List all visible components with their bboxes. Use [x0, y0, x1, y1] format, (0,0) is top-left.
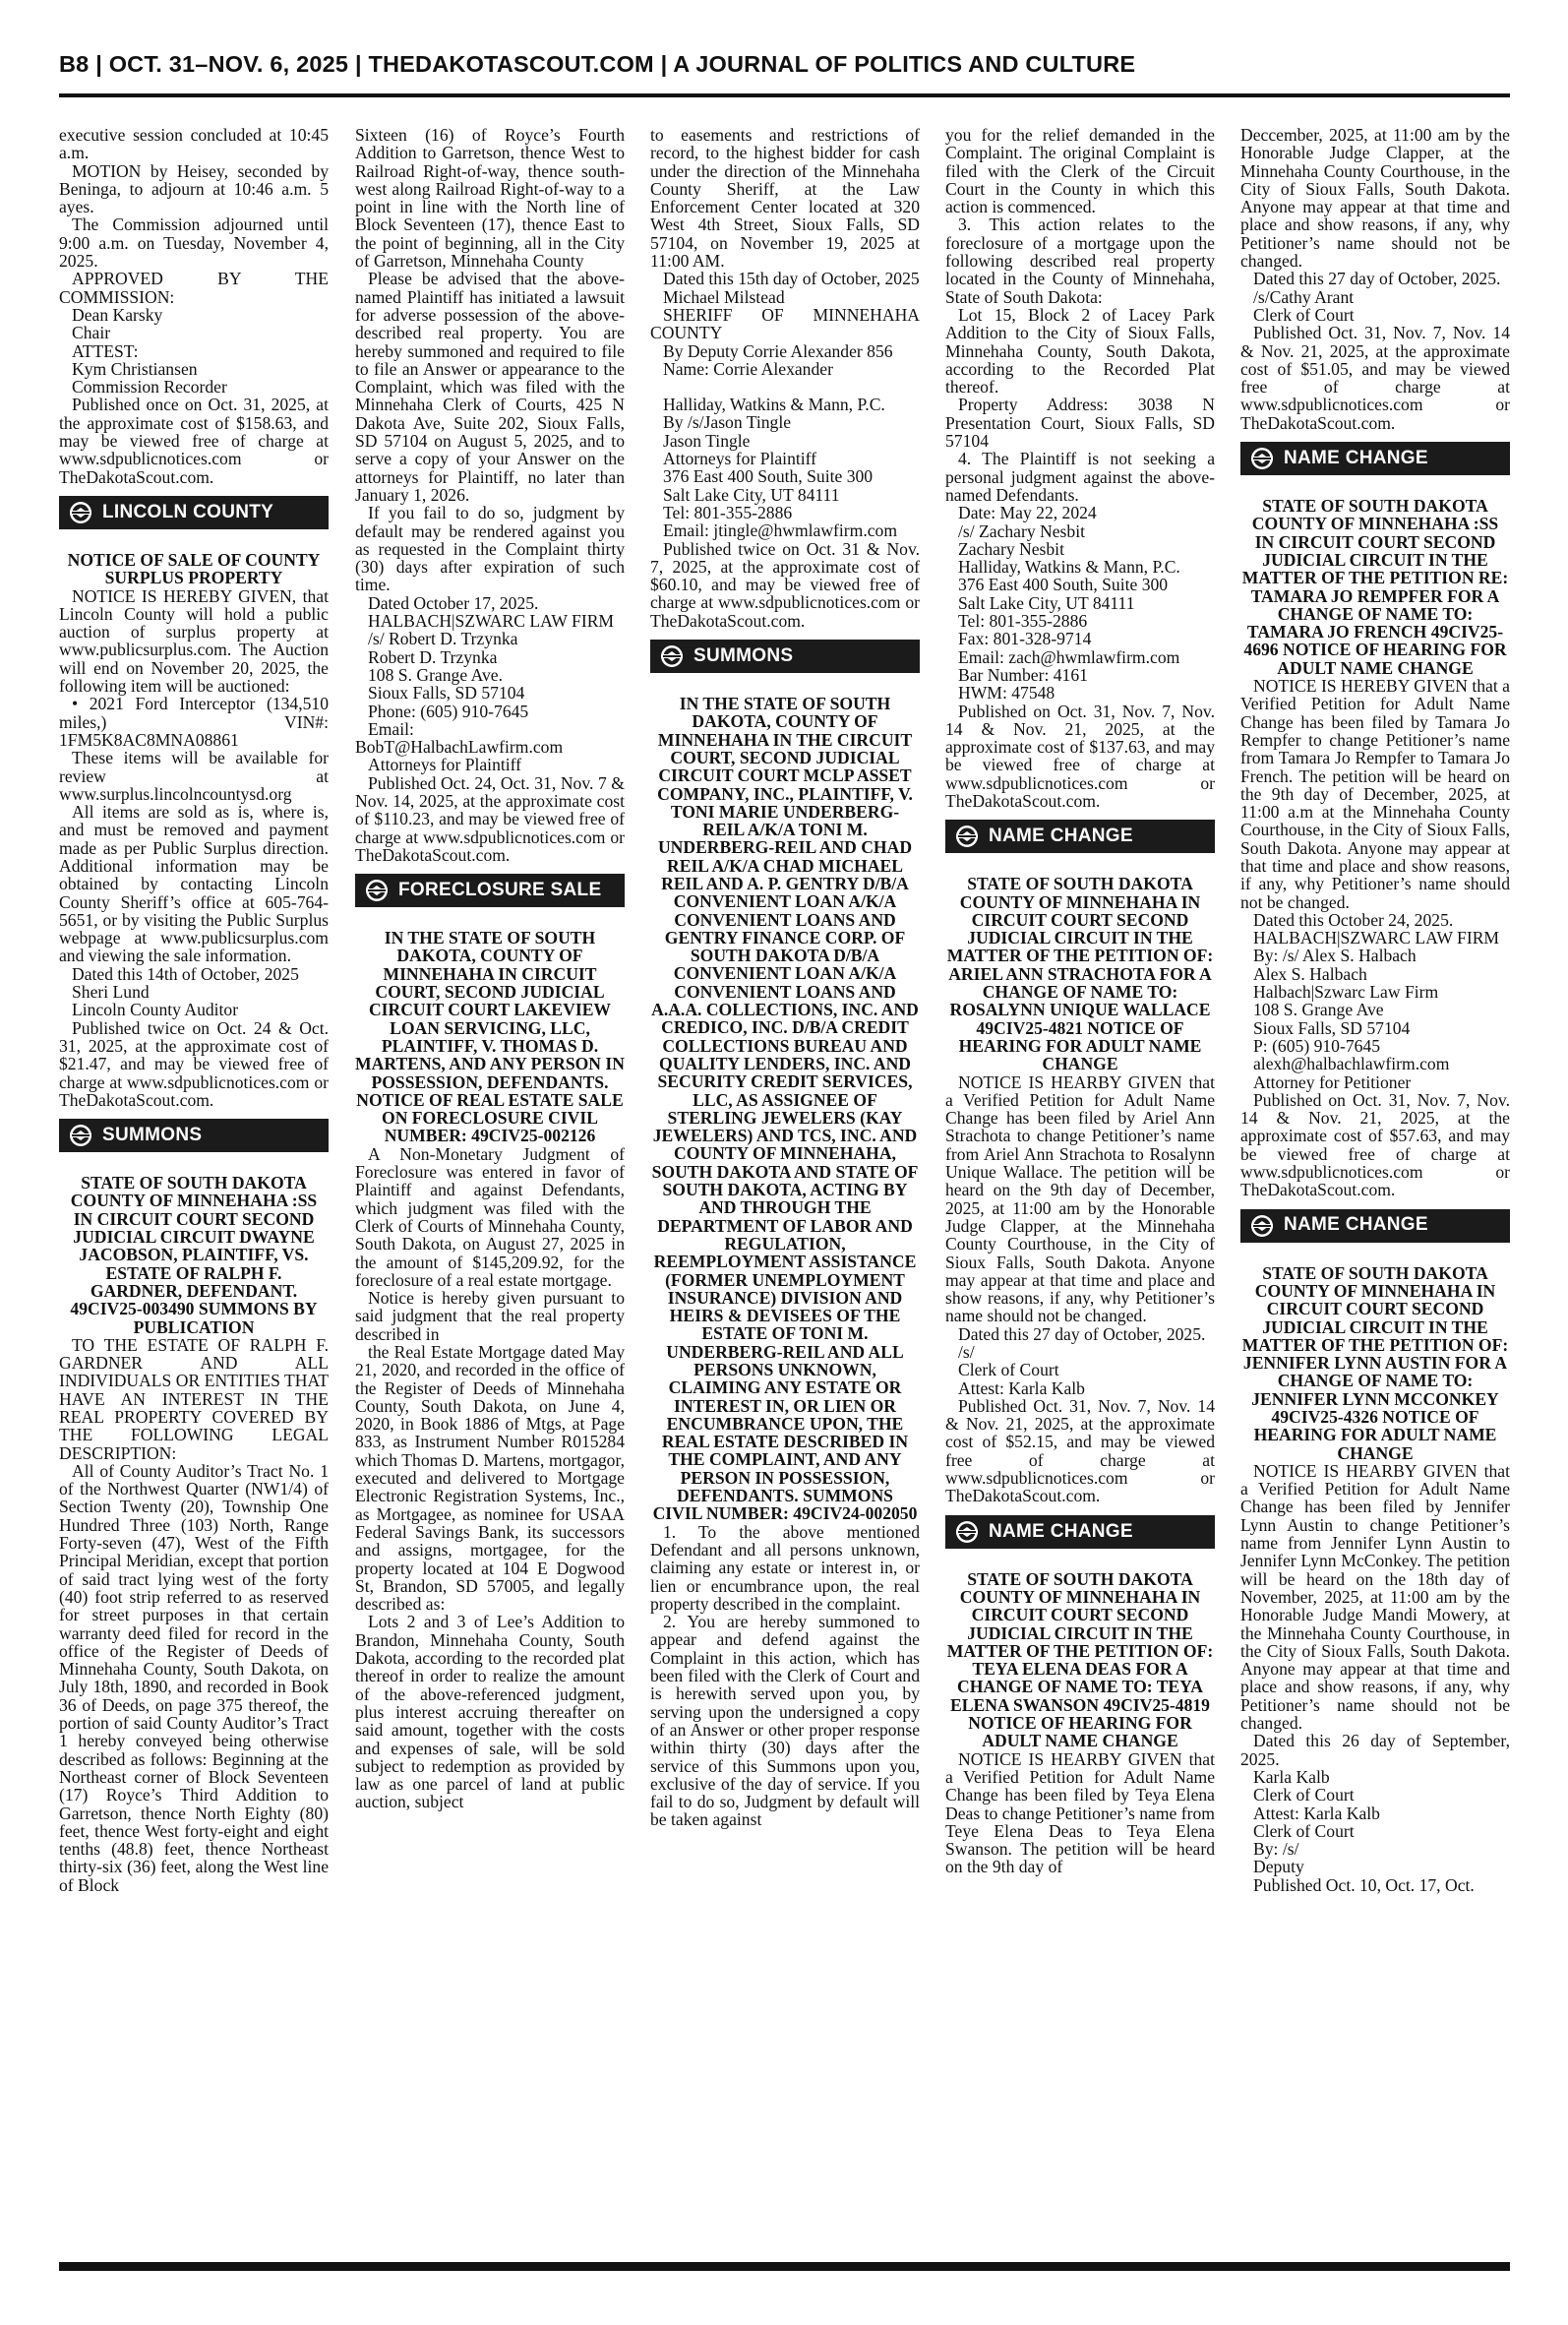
spacer	[650, 378, 920, 396]
section-header	[1240, 442, 1510, 475]
page-number: B8	[59, 51, 90, 77]
notice-paragraph: /s/ Robert D. Trzynka	[368, 629, 518, 649]
notice-paragraph: Salt Lake City, UT 84111	[663, 484, 840, 505]
notice-paragraph: Sioux Falls, SD 57104	[368, 683, 525, 704]
notice-paragraph: MOTION by Heisey, seconded by Beninga, to adjourn at 10:46 a.m. 5 ayes.	[59, 160, 329, 217]
notice-paragraph: Published twice on Oct. 24 & Oct. 31, 2025, at the approximate cost of $21.47, and may be viewed free of charge at www.sdpublicnotices.com or TheDakotaScout.com.	[59, 1017, 329, 1110]
notice-paragraph: Michael Milstead	[663, 286, 785, 307]
notice-paragraph: Tel: 801-355-2886	[958, 611, 1088, 632]
notice-caption: IN THE STATE OF SOUTH DAKOTA, COUNTY OF MINNEHAHA IN CIRCUIT COURT, SECOND JUDICIAL CIRCUIT COURT LAKEVIEW LOAN SERVICING, LLC, PLAINTIFF, V. THOMAS D. MARTENS, AND ANY PERSON IN POSSESSION, DEFENDANTS. NOTICE OF REAL ESTATE SALE ON FORECLOSURE CIVIL NUMBER: 49CIV25-002126	[355, 928, 625, 1146]
notice-paragraph: Deputy	[1253, 1857, 1304, 1877]
notice-paragraph: Sixteen (16) of Royce’s Fourth Addition to Garretson, thence West to Railroad Right-of-way, thence south-west along Railroad Right-of-way to a point in line with the North line of Block Seventeen (17), thence East to the point of beginning, all in the City of Garretson, Minnehaha County	[355, 126, 625, 272]
site-name: THEDAKOTASCOUT.COM	[368, 51, 654, 77]
notice-paragraph: Kym Christiansen	[72, 358, 198, 379]
notice-paragraph: HWM: 47548	[958, 683, 1055, 704]
notice-paragraph: Dated this 15th day of October, 2025	[663, 269, 920, 289]
column-5	[1240, 126, 1510, 2259]
footer-rule	[59, 2262, 1510, 2271]
notice-paragraph: Robert D. Trzynka	[368, 646, 498, 667]
notice-caption: STATE OF SOUTH DAKOTA COUNTY OF MINNEHAHA :SS IN CIRCUIT COURT SECOND JUDICIAL CIRCUIT IN THE MATTER OF THE PETITION RE: TAMARA JO REMPFER FOR A CHANGE OF NAME TO: TAMARA JO FRENCH 49CIV25-4696 NOTICE OF HEARING FOR ADULT NAME CHANGE	[1241, 496, 1509, 678]
notice-paragraph: Published Oct. 24, Oct. 31, Nov. 7 & Nov. 14, 2025, at the approximate cost of $110.23, and may be viewed free of charge at www.sdpublicnotices.com or TheDakotaScout.com.	[355, 772, 625, 865]
notice-paragraph: HALBACH|SZWARC LAW FIRM	[368, 611, 615, 632]
notice-caption: STATE OF SOUTH DAKOTA COUNTY OF MINNEHAHA :SS IN CIRCUIT COURT SECOND JUDICIAL CIRCUIT DWAYNE JACOBSON, PLAINTIFF, VS. ESTATE OF RALPH F. GARDNER, DEFENDANT. 49CIV25-003490 SUMMONS BY PUBLICATION	[70, 1173, 318, 1337]
scout-logo-icon	[1240, 442, 1284, 475]
tagline: A JOURNAL OF POLITICS AND CULTURE	[673, 51, 1136, 77]
notice-paragraph: Phone: (605) 910-7645	[368, 701, 529, 721]
notice-paragraph: A Non-Monetary Judgment of Foreclosure was entered in favor of Plaintiff and against Defendants, which judgment was filed with the Clerk of Courts of Minnehaha County, South Dakota, on August 27, 2025 in the amount of $145,209.92, for the foreclosure of a real estate mortgage.	[355, 1143, 625, 1290]
notice-paragraph: Chair	[72, 323, 111, 343]
issue-date: OCT. 31–NOV. 6, 2025	[108, 51, 349, 77]
notice-paragraph: Published twice on Oct. 31 & Nov. 7, 2025, at the approximate cost of $60.10, and may be viewed free of charge at www.sdpublicnotices.com or TheDakotaScout.com.	[650, 538, 920, 631]
section-title: SUMMONS	[102, 1124, 203, 1145]
notice-caption: STATE OF SOUTH DAKOTA COUNTY OF MINNEHAHA IN CIRCUIT COURT SECOND JUDICIAL CIRCUIT IN THE MATTER OF THE PETITION OF: JENNIFER LYNN AUSTIN FOR A CHANGE OF NAME TO: JENNIFER LYNN MCCONKEY 49CIV25-4326 NOTICE OF HEARING FOR ADULT NAME CHANGE	[1241, 1262, 1509, 1463]
notice-paragraph: Published Oct. 31, Nov. 7, Nov. 14 & Nov. 21, 2025, at the approximate cost of $52.15, and may be viewed free of charge at www.sdpublicnotices.com or TheDakotaScout.com.	[945, 1395, 1215, 1506]
section-title: NAME CHANGE	[1284, 1214, 1428, 1236]
notice-caption: NOTICE OF SALE OF COUNTY SURPLUS PROPERTY	[67, 549, 321, 588]
notice-paragraph: Email: BobT@HalbachLawfirm.com	[355, 718, 564, 758]
notice-paragraph: By Deputy Corrie Alexander 856	[663, 340, 893, 361]
notice-caption: IN THE STATE OF SOUTH DAKOTA, COUNTY OF MINNEHAHA IN THE CIRCUIT COURT, SECOND JUDICIAL CIRCUIT COURT MCLP ASSET COMPANY, INC., PLAINTIFF, V. TONI MARIE UNDERBERG-REIL A/K/A TONI M. UNDERBERG-REIL AND CHAD REIL A/K/A CHAD MICHAEL REIL AND A. P. GENTRY D/B/A CONVENIENT LOAN A/K/A CONVENIENT LOANS AND GENTRY FINANCE CORP. OF SOUTH DAKOTA D/B/A CONVENIENT LOAN A/K/A CONVENIENT LOANS AND A.A.A. COLLECTIONS, INC. AND CREDICO, INC. D/B/A CREDIT COLLECTIONS BUREAU AND QUALITY LENDERS, INC. AND SECURITY CREDIT SERVICES, LLC, AS ASSIGNEE OF STERLING JEWELERS (KAY JEWELERS) AND TCS, INC. AND COUNTY OF MINNEHAHA, SOUTH DAKOTA AND STATE OF SOUTH DAKOTA, ACTING BY AND THROUGH THE DEPARTMENT OF LABOR AND REGULATION, REEMPLOYMENT ASSISTANCE (FORMER UNEMPLOYMENT INSURANCE) DIVISION AND HEIRS & DEVISEES OF THE ESTATE OF TONI M. UNDERBERG-REIL AND ALL PERSONS UNKNOWN, CLAIMING ANY ESTATE OR INTEREST IN, OR LIEN OR ENCUMBRANCE UPON, THE REAL ESTATE DESCRIBED IN THE COMPLAINT, AND ANY PERSON IN POSSESSION, DEFENDANTS. SUMMONS CIVIL NUMBER: 49CIV24-002050	[651, 694, 919, 1524]
notice-paragraph: Date: May 22, 2024	[958, 503, 1097, 523]
notice-paragraph: Dated this 27 day of October, 2025.	[1253, 269, 1501, 289]
notice-paragraph: Lots 2 and 3 of Lee’s Addition to Brandon, Minnehaha County, South Dakota, according to the recorded plat thereof in order to realize the amount of the above-referenced judgment, plus interest accruing thereafter on said amount, together with the costs and expenses of sale, will be sold subject to redemption as provided by law as one parcel of land at public auction, subject	[355, 1612, 625, 1812]
notice-paragraph: executive session concluded at 10:45 a.m.	[59, 126, 329, 163]
notice-paragraph: TO THE ESTATE OF RALPH F. GARDNER AND ALL INDIVIDUALS OR ENTITIES THAT HAVE AN INTEREST IN THE REAL PROPERTY COVERED BY THE FOLLOWING LEGAL DESCRIPTION:	[59, 1334, 329, 1463]
scout-logo-icon	[650, 640, 694, 673]
notice-paragraph: Lincoln County Auditor	[72, 1000, 239, 1020]
section-title: LINCOLN COUNTY	[102, 501, 274, 522]
notice-paragraph: /s/Cathy Arant	[1253, 286, 1355, 307]
notice-paragraph: Commission Recorder	[72, 377, 227, 398]
notice-paragraph: Salt Lake City, UT 84111	[958, 592, 1135, 613]
notice-paragraph: Halbach|Szwarc Law Firm	[1253, 982, 1439, 1003]
notice-paragraph: HALBACH|SZWARC LAW FIRM	[1253, 928, 1500, 948]
notice-paragraph: Jason Tingle	[663, 430, 751, 451]
notice-paragraph: Please be advised that the above-named Plaintiff has initiated a lawsuit for adverse possession of the above-described real property. You are hereby summoned and required to file to file an Answer or appearance to the Complaint, which was filed with the Minnehaha Clerk of Courts, 425 N Dakota Ave, Suite 202, Sioux Falls, SD 57104 on August 5, 2025, and to serve a copy of your Answer on the attorneys for Plaintiff, no later than January 1, 2026.	[355, 269, 625, 505]
scout-logo-icon	[59, 1119, 102, 1152]
notice-paragraph: NOTICE IS HEREBY GIVEN that a Verified Petition for Adult Name Change has been filed by Tamara Jo Rempfer to change Petitioner’s name from Tamara Jo Rempfer to Tamara Jo French. The petition will be heard on the 9th day of December, 2025, at 11:00 a.m at the Minnehaha County Courthouse, in the City of Sioux Falls, South Dakota. Anyone may appear at that time and place and show reasons, if any, why Petitioner’s name should not be changed.	[1240, 676, 1510, 912]
notice-paragraph: NOTICE IS HEARBY GIVEN that a Verified Petition for Adult Name Change has been filed by Jennifer Lynn Austin to change Petitioner’s name from Jennifer Lynn Austin to Jennifer Lynn McConkey. The petition will be heard on the 18th day of November, 2025, at 11:00 am by the Honorable Judge Mandi Mowery, at the Minnehaha County Courthouse, in the City of Sioux Falls, South Dakota. Anyone may appear at that time and place and show reasons, if any, why Petitioner’s name should not be changed.	[1240, 1460, 1510, 1734]
notice-paragraph: Sioux Falls, SD 57104	[1253, 1017, 1411, 1038]
notice-paragraph: alexh@halbachlawfirm.com	[1253, 1054, 1450, 1074]
notice-paragraph: Dated this 14th of October, 2025	[72, 963, 299, 984]
section-header	[650, 640, 920, 673]
notice-paragraph: Clerk of Court	[1253, 304, 1355, 325]
scout-logo-icon	[59, 496, 102, 529]
notice-paragraph: Dean Karsky	[72, 304, 163, 325]
section-header	[59, 496, 329, 529]
notice-caption: STATE OF SOUTH DAKOTA COUNTY OF MINNEHAHA IN CIRCUIT COURT SECOND JUDICIAL CIRCUIT IN THE MATTER OF THE PETITION OF: ARIEL ANN STRACHOTA FOR A CHANGE OF NAME TO: ROSALYNN UNIQUE WALLACE 49CIV25-4821 NOTICE OF HEARING FOR ADULT NAME CHANGE	[946, 874, 1214, 1074]
notice-paragraph: Dated October 17, 2025.	[368, 592, 539, 613]
notice-paragraph: All of County Auditor’s Tract No. 1 of the Northwest Quarter (NW1/4) of Section Twenty (20), Township One Hundred Three (103) North, Range Forty-seven (47), West of the Fifth Principal Meridian, except that portion of said tract lying west of the forty (40) foot strip referred to as reserved for street purposes in that certain warranty deed filed for record in the office of the Register of Deeds of Minnehaha County, South Dakota, on July 18th, 1890, and recorded in Book 36 of Deeds, on page 375 thereof, the portion of said County Auditor’s Tract 1 hereby conveyed being otherwise described as follows: Beginning at the Northeast corner of Block Seventeen (17) Royce’s Third Addition to Garretson, thence North Eighty (80) feet, thence West forty-eight and eight tenths (48.8) feet, thence Northeast thirty-six (36) feet, along the West line of Block	[59, 1460, 329, 1895]
notice-paragraph: 376 East 400 South, Suite 300	[958, 575, 1169, 595]
section-title: NAME CHANGE	[989, 826, 1133, 847]
section-title: FORECLOSURE SALE	[398, 880, 602, 901]
section-title: NAME CHANGE	[989, 1520, 1133, 1542]
section-title: NAME CHANGE	[1284, 447, 1428, 468]
notice-paragraph: Attorneys for Plaintiff	[663, 449, 817, 469]
scout-logo-icon	[355, 874, 398, 907]
notice-paragraph: Deccember, 2025, at 11:00 am by the Honorable Judge Clapper, at the Minnehaha County Courthouse, in the City of Sioux Falls, South Dakota. Anyone may appear at that time and place and show reasons, if any, why Petitioner’s name should not be changed.	[1240, 126, 1510, 272]
notice-paragraph: Attest: Karla Kalb	[958, 1377, 1085, 1398]
notice-paragraph: Zachary Nesbit	[958, 538, 1064, 559]
notice-paragraph: NOTICE IS HEARBY GIVEN that a Verified Petition for Adult Name Change has been filed by Teya Elena Deas to change Petitioner’s name from Teye Elena Deas to Teya Elena Swanson. The petition will be heard on the 9th day of	[945, 1748, 1215, 1877]
notice-paragraph: By: /s/	[1253, 1839, 1299, 1860]
notice-paragraph: By: /s/ Alex S. Halbach	[1253, 946, 1417, 966]
notice-paragraph: Name: Corrie Alexander	[663, 358, 833, 379]
scout-logo-icon	[945, 1515, 989, 1549]
notice-paragraph: /s/	[958, 1342, 975, 1362]
notice-paragraph: Sheri Lund	[72, 982, 150, 1003]
notice-paragraph: Alex S. Halbach	[1253, 963, 1367, 984]
notice-paragraph: • 2021 Ford Interceptor (134,510 miles,) VIN#: 1FM5K8AC8MNA08861	[59, 694, 329, 750]
notice-paragraph: SHERIFF OF MINNEHAHA COUNTY	[650, 304, 920, 343]
notice-paragraph: Dated this October 24, 2025.	[1253, 909, 1454, 930]
notice-paragraph: Clerk of Court	[958, 1360, 1059, 1380]
notice-paragraph: 3. This action relates to the foreclosure of a mortgage upon the following described real property located in the County of Minnehaha, State of South Dakota:	[945, 214, 1215, 307]
section-header	[945, 820, 1215, 853]
notice-paragraph: you for the relief demanded in the Complaint. The original Complaint is filed with the Clerk of the Circuit Court in the County in which this action is commenced.	[945, 126, 1215, 217]
notice-paragraph: Lot 15, Block 2 of Lacey Park Addition to the City of Sioux Falls, Minnehaha County, South Dakota, according to the Recorded Plat thereof.	[945, 304, 1215, 398]
notice-paragraph: If you fail to do so, judgment by default may be rendered against you as requested in the Complaint thirty (30) days after expiration of such time.	[355, 503, 625, 595]
notice-paragraph: Property Address: 3038 N Presentation Court, Sioux Falls, SD 57104	[945, 395, 1215, 452]
notice-paragraph: /s/ Zachary Nesbit	[958, 520, 1085, 541]
notice-paragraph: the Real Estate Mortgage dated May 21, 2020, and recorded in the office of the Register of Deeds of Minnehaha County, South Dakota, on June 4, 2020, in Book 1886 of Mtgs, at Page 833, as Instrument Number R015284 which Thomas D. Martens, mortgagor, executed and delivered to Mortgage Electronic Registration Systems, Inc., as Mortgagee, as nominee for USAA Federal Savings Bank, its successors and assigns, mortgagee, for the property located at 104 E Dogwood St, Brandon, SD 57005, and legally described as:	[355, 1342, 625, 1615]
notice-paragraph: These items will be available for review at www.surplus.lincolncountysd.org	[59, 748, 329, 804]
page-header	[59, 51, 1510, 85]
notice-paragraph: Karla Kalb	[1253, 1766, 1330, 1787]
notice-paragraph: Published Oct. 31, Nov. 7, Nov. 14 & Nov. 21, 2025, at the approximate cost of $51.05, and may be viewed free of charge at www.sdpublicnotices.com or TheDakotaScout.com.	[1240, 323, 1510, 433]
notice-paragraph: 2. You are hereby summoned to appear and defend against the Complaint in this action, which has been filed with the Clerk of Court and is herewith served upon you, by serving upon the undersigned a copy of an Answer or other proper response within thirty (30) days after the service of this Summons upon you, exclusive of the day of service. If you fail to do so, Judgment by default will be taken against	[650, 1612, 920, 1830]
notice-paragraph: By /s/Jason Tingle	[663, 412, 792, 433]
notice-paragraph: Published on Oct. 31, Nov. 7, Nov. 14 & Nov. 21, 2025, at the approximate cost of $137.63, and may be viewed free of charge at www.sdpublicnotices.com or TheDakotaScout.com.	[945, 701, 1215, 811]
notice-paragraph: APPROVED BY THE COMMISSION:	[59, 269, 329, 307]
section-header	[355, 874, 625, 907]
section-header	[945, 1515, 1215, 1549]
notice-paragraph: ATTEST:	[72, 340, 139, 361]
notice-paragraph: 4. The Plaintiff is not seeking a personal judgment against the above-named Defendants.	[945, 449, 1215, 505]
notice-paragraph: Email: jtingle@hwmlawfirm.com	[663, 520, 898, 541]
column-2	[355, 126, 625, 2259]
section-header	[59, 1119, 329, 1152]
header-separator: |	[95, 51, 109, 77]
notice-paragraph: Halliday, Watkins & Mann, P.C.	[958, 557, 1180, 578]
notice-paragraph: NOTICE IS HEARBY GIVEN that a Verified Petition for Adult Name Change has been filed by Ariel Ann Strachota to change Petitioner’s name from Ariel Ann Strachota to Rosalynn Unique Wallace. The petition will be heard on the 9th day of December, 2025, at 11:00 am by the Honorable Judge Clapper, at the Minnehaha County Courthouse, in the City of Sioux Falls, South Dakota. Anyone may appear at that time and place and show reasons, if any, why Petitioner’s name should not be changed.	[945, 1071, 1215, 1326]
notice-paragraph: Attest: Karla Kalb	[1253, 1803, 1380, 1823]
notice-paragraph: P: (605) 910-7645	[1253, 1035, 1381, 1056]
notice-paragraph: Dated this 27 day of October, 2025.	[958, 1323, 1206, 1344]
section-title: SUMMONS	[694, 644, 794, 666]
notice-paragraph: Published Oct. 10, Oct. 17, Oct.	[1253, 1874, 1475, 1895]
header-rule	[59, 93, 1510, 97]
notice-paragraph: Notice is hereby given pursuant to said judgment that the real property described in	[355, 1288, 625, 1344]
notice-caption: STATE OF SOUTH DAKOTA COUNTY OF MINNEHAHA IN CIRCUIT COURT SECOND JUDICIAL CIRCUIT IN THE MATTER OF THE PETITION OF: TEYA ELENA DEAS FOR A CHANGE OF NAME TO: TEYA ELENA SWANSON 49CIV25-4819 NOTICE OF HEARING FOR ADULT NAME CHANGE	[946, 1568, 1214, 1751]
notice-paragraph: to easements and restrictions of record, to the highest bidder for cash under the direction of the Minnehaha County Sheriff, at the Law Enforcement Center located at 320 West 4th Street, Sioux Falls, SD 57104, on November 19, 2025 at 11:00 AM.	[650, 126, 920, 272]
notice-paragraph: Clerk of Court	[1253, 1820, 1355, 1841]
notice-paragraph: NOTICE IS HEREBY GIVEN, that Lincoln County will hold a public auction of surplus property at www.publicsurplus.com. The Auction will end on November 20, 2025, the following item will be auctioned:	[59, 585, 329, 697]
notice-paragraph: 108 S. Grange Ave.	[368, 664, 503, 685]
notice-paragraph: Published once on Oct. 31, 2025, at the approximate cost of $158.63, and may be viewed free of charge at www.sdpublicnotices.com or TheDakotaScout.com.	[59, 395, 329, 487]
notice-paragraph: Bar Number: 4161	[958, 664, 1088, 685]
column-4	[945, 126, 1215, 2259]
notice-paragraph: Tel: 801-355-2886	[663, 502, 793, 522]
scout-logo-icon	[1240, 1209, 1284, 1243]
notice-paragraph: Halliday, Watkins & Mann, P.C.	[663, 395, 885, 415]
notice-paragraph: Attorney for Petitioner	[1253, 1071, 1412, 1092]
header-separator: |	[354, 51, 369, 77]
notice-paragraph: 108 S. Grange Ave	[1253, 1000, 1384, 1020]
notice-paragraph: All items are sold as is, where is, and must be removed and payment made as per Public Surplus direction. Additional information may be obtained by contacting Lincoln County Sheriff’s office at 605-764-5651, or by visiting the Public Surplus webpage at www.publicsurplus.com and viewing the sale information.	[59, 802, 329, 966]
notice-paragraph: The Commission adjourned until 9:00 a.m. on Tuesday, November 4, 2025.	[59, 214, 329, 272]
notice-paragraph: Fax: 801-328-9714	[958, 629, 1092, 649]
notice-paragraph: 376 East 400 South, Suite 300	[663, 466, 874, 487]
header-separator: |	[660, 51, 674, 77]
notice-paragraph: Dated this 26 day of September, 2025.	[1240, 1731, 1510, 1769]
section-header	[1240, 1209, 1510, 1243]
column-3	[650, 126, 920, 2259]
scout-logo-icon	[945, 820, 989, 853]
notice-paragraph: Published on Oct. 31, Nov. 7, Nov. 14 & Nov. 21, 2025, at the approximate cost of $57.63, and may be viewed free of charge at www.sdpublicnotices.com or TheDakotaScout.com.	[1240, 1089, 1510, 1200]
notice-paragraph: Email: zach@hwmlawfirm.com	[958, 646, 1180, 667]
notice-paragraph: Attorneys for Plaintiff	[368, 755, 522, 775]
notice-paragraph: Clerk of Court	[1253, 1785, 1355, 1805]
column-1	[59, 126, 329, 2259]
notice-paragraph: 1. To the above mentioned Defendant and all persons unknown, claiming any estate or interest in, or lien or encumbrance upon, the real property described in the complaint.	[650, 1521, 920, 1614]
